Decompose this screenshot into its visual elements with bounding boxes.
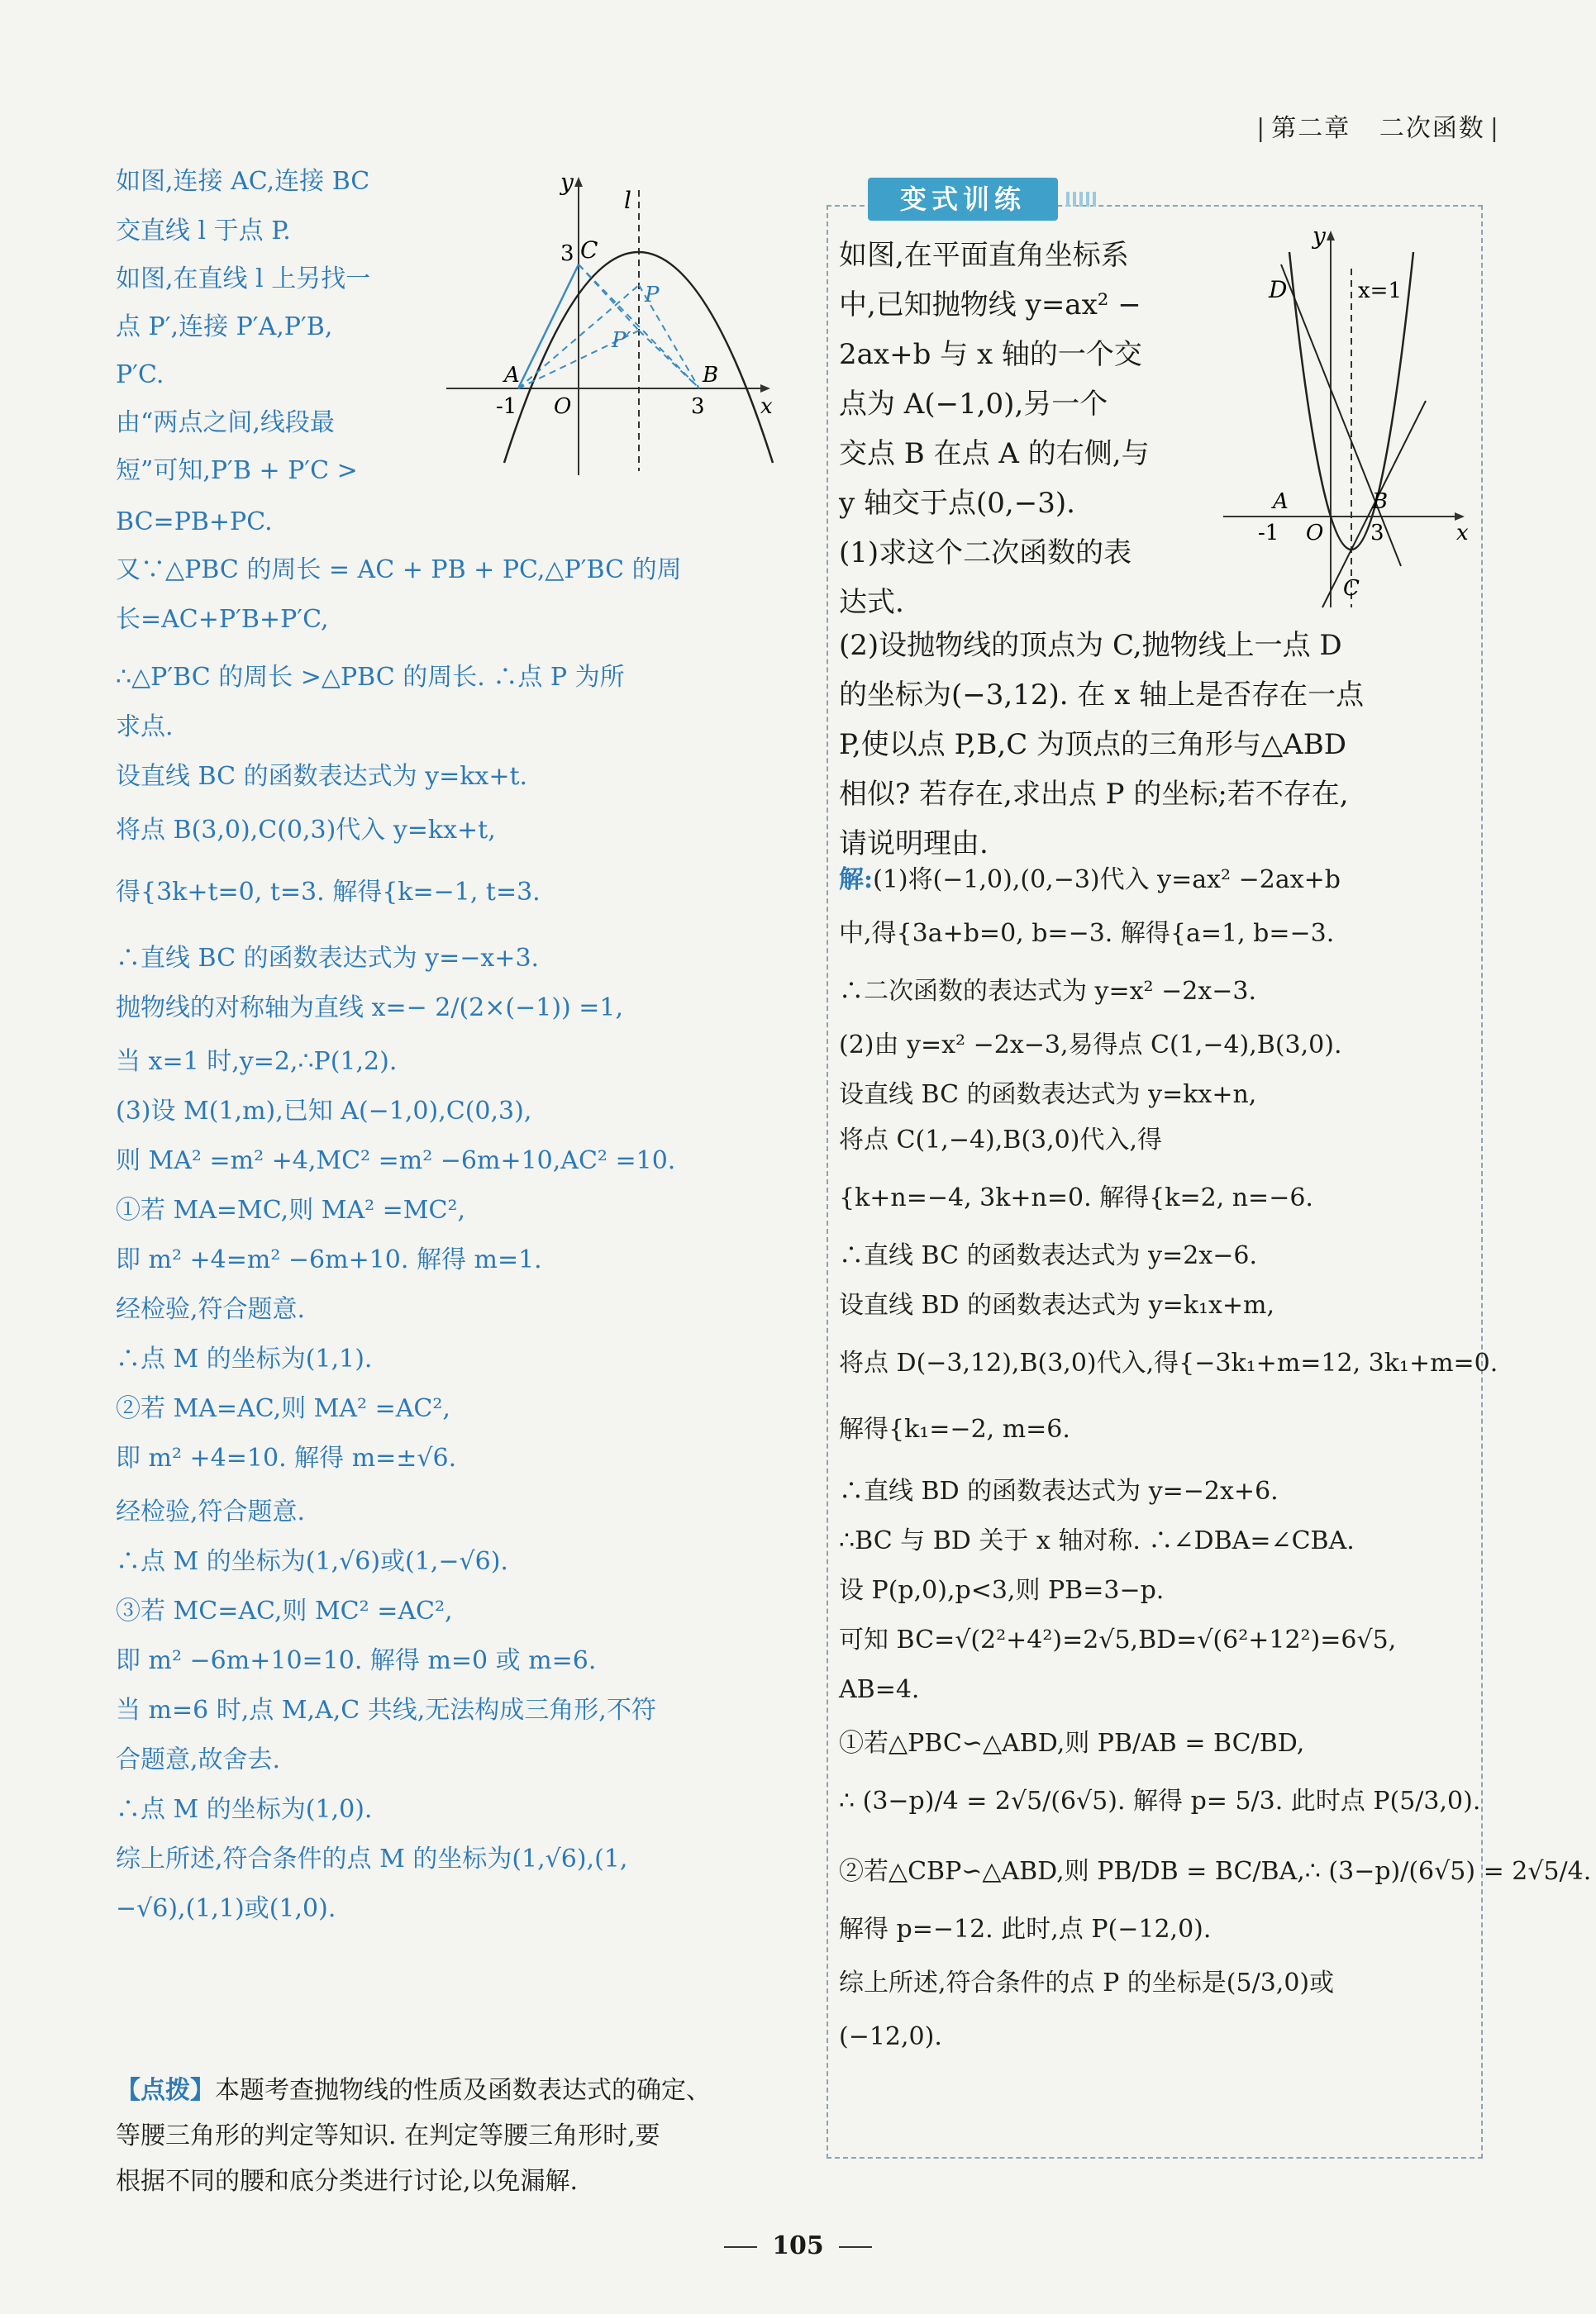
label-3: 3 <box>1370 521 1384 545</box>
left-line: 当 m=6 时,点 M,A,C 共线,无法构成三角形,不符 <box>116 1696 656 1725</box>
problem-line: 达式. <box>839 586 904 619</box>
left-line: −√6),(1,1)或(1,0). <box>116 1894 336 1923</box>
problem-line: 点为 A(−1,0),另一个 <box>839 388 1108 421</box>
problem-line: y 轴交于点(0,−3). <box>839 487 1075 520</box>
problem-line: P,使以点 P,B,C 为顶点的三角形与△ABD <box>839 728 1346 761</box>
note-tag: 【点拨】 <box>116 2076 215 2105</box>
left-line: 经检验,符合题意. <box>116 1497 306 1526</box>
solution-line: 设直线 BC 的函数表达式为 y=kx+n, <box>839 1080 1257 1109</box>
segment-p-prime-c <box>579 264 639 331</box>
left-line: BC=PB+PC. <box>116 507 273 536</box>
left-line: ∴点 M 的坐标为(1,0). <box>116 1795 373 1824</box>
left-line: ∴点 M 的坐标为(1,1). <box>116 1345 373 1374</box>
chapter-label: 第二章 <box>1271 114 1351 143</box>
segment-p-prime-b <box>639 331 699 388</box>
solution-line: 解:(1)将(−1,0),(0,−3)代入 y=ax² −2ax+b <box>839 865 1341 894</box>
left-line: 当 x=1 时,y=2,∴P(1,2). <box>116 1047 398 1076</box>
label-d: D <box>1269 276 1288 303</box>
label-c: C <box>580 236 598 264</box>
solution-line: ∴ (3−p)/4 = 2√5/(6√5). 解得 p= 5/3. 此时点 P(5/3,0). <box>839 1787 1481 1816</box>
solution-line: ∴直线 BD 的函数表达式为 y=−2x+6. <box>839 1477 1279 1506</box>
problem-line: (2)设抛物线的顶点为 C,抛物线上一点 D <box>839 629 1342 662</box>
solution-line: 将点 C(1,−4),B(3,0)代入,得 <box>839 1126 1162 1155</box>
label-p: P <box>645 283 660 307</box>
solution-line: 解得 p=−12. 此时,点 P(−12,0). <box>839 1915 1212 1944</box>
left-line: 则 MA² =m² +4,MC² =m² −6m+10,AC² =10. <box>116 1146 676 1175</box>
badge-decoration <box>1066 192 1099 207</box>
solution-line: 可知 BC=√(2²+4²)=2√5,BD=√(6²+12²)=6√5, <box>839 1626 1397 1655</box>
label-l: l <box>624 187 631 214</box>
problem-line: 如图,在平面直角坐标系 <box>839 239 1129 272</box>
left-line: 由“两点之间,线段最 <box>116 408 335 437</box>
left-line: 短”可知,P′B + P′C > <box>116 456 358 485</box>
solution-line: 中,得{3a+b=0, b=−3. 解得{a=1, b=−3. <box>839 919 1335 948</box>
label-y: y <box>560 169 574 196</box>
left-line: ∴△P′BC 的周长 >△PBC 的周长. ∴点 P 为所 <box>116 663 625 692</box>
label-y: y <box>1313 222 1326 250</box>
left-line: 将点 B(3,0),C(0,3)代入 y=kx+t, <box>116 816 496 845</box>
left-line: 点 P′,连接 P′A,P′B, <box>116 312 333 341</box>
left-line: 长=AC+P′B+P′C, <box>116 605 329 634</box>
left-line: P′C. <box>116 360 164 389</box>
label-b: B <box>703 363 719 388</box>
left-line: 抛物线的对称轴为直线 x=− 2/(2×(−1)) =1, <box>116 993 624 1022</box>
note-line-1: 【点拨】本题考查抛物线的性质及函数表达式的确定、 <box>116 2076 711 2105</box>
page-footer <box>0 2231 1596 2260</box>
variant-training-badge: 变式训练 <box>868 178 1058 221</box>
label-minus-1: -1 <box>496 394 517 419</box>
solution-line: 综上所述,符合条件的点 P 的坐标是(5/3,0)或 <box>839 1969 1335 1997</box>
label-x: x <box>760 394 773 419</box>
left-line: 又∵△PBC 的周长 = AC + PB + PC,△P′BC 的周 <box>116 555 682 584</box>
label-a: A <box>1273 489 1289 514</box>
page-number: 105 <box>772 2231 824 2260</box>
solution-line: ①若△PBC∽△ABD,则 PB/AB = BC/BD, <box>839 1729 1305 1758</box>
label-c: C <box>1343 576 1360 601</box>
solution-line: {k+n=−4, 3k+n=0. 解得{k=2, n=−6. <box>839 1183 1313 1212</box>
left-line: 即 m² +4=10. 解得 m=±√6. <box>116 1444 457 1473</box>
solution-line: ∴二次函数的表达式为 y=x² −2x−3. <box>839 977 1257 1006</box>
solution-line: 将点 D(−3,12),B(3,0)代入,得{−3k₁+m=12, 3k₁+m=0. <box>839 1349 1498 1378</box>
solution-line: (2)由 y=x² −2x−3,易得点 C(1,−4),B(3,0). <box>839 1031 1342 1059</box>
note-line-3: 根据不同的腰和底分类进行讨论,以免漏解. <box>116 2167 579 2196</box>
solution-line: AB=4. <box>839 1675 920 1704</box>
solution-label: 解: <box>839 865 874 894</box>
problem-line: 中,已知抛物线 y=ax² − <box>839 288 1141 321</box>
left-line: 即 m² −6m+10=10. 解得 m=0 或 m=6. <box>116 1646 597 1675</box>
problem-line: 相似? 若存在,求出点 P 的坐标;若不存在, <box>839 778 1349 811</box>
left-line: ③若 MC=AC,则 MC² =AC², <box>116 1597 453 1626</box>
problem-line: 请说明理由. <box>839 827 989 860</box>
y-axis-arrow <box>1327 231 1335 240</box>
chapter-title: 二次函数 <box>1379 114 1485 143</box>
left-line: 综上所述,符合条件的点 M 的坐标为(1,√6),(1, <box>116 1845 628 1874</box>
problem-line: 2ax+b 与 x 轴的一个交 <box>839 338 1142 371</box>
left-line: ∴直线 BC 的函数表达式为 y=−x+3. <box>116 944 540 973</box>
label-3-y: 3 <box>560 241 574 266</box>
x-axis-arrow <box>1455 512 1465 521</box>
solution-line: 设直线 BD 的函数表达式为 y=k₁x+m, <box>839 1291 1275 1320</box>
left-line: ②若 MA=AC,则 MA² =AC², <box>116 1394 450 1423</box>
label-o: O <box>1306 521 1324 545</box>
left-line: 即 m² +4=m² −6m+10. 解得 m=1. <box>116 1245 542 1274</box>
left-line: 合题意,故舍去. <box>116 1745 281 1774</box>
left-line: 交直线 l 于点 P. <box>116 217 291 245</box>
left-line: 如图,连接 AC,连接 BC <box>116 167 370 196</box>
problem-line: 交点 B 在点 A 的右侧,与 <box>839 437 1150 470</box>
solution-line: 解得{k₁=−2, m=6. <box>839 1415 1070 1444</box>
label-x: x <box>1456 521 1469 545</box>
page-header: | 第二章 二次函数 | <box>1256 114 1500 143</box>
left-line: (3)设 M(1,m),已知 A(−1,0),C(0,3), <box>116 1097 532 1126</box>
solution-line: ∴BC 与 BD 关于 x 轴对称. ∴∠DBA=∠CBA. <box>839 1526 1355 1555</box>
y-axis-arrow <box>574 177 583 187</box>
left-line: 设直线 BC 的函数表达式为 y=kx+t. <box>116 762 528 791</box>
label-minus-1: -1 <box>1258 521 1279 545</box>
solution-line: (−12,0). <box>839 2022 942 2051</box>
solution-line: ②若△CBP∽△ABD,则 PB/DB = BC/BA,∴ (3−p)/(6√5) = 2√5/4. <box>839 1857 1592 1886</box>
left-line: 得{3k+t=0, t=3. 解得{k=−1, t=3. <box>116 878 541 907</box>
right-parabola-figure <box>1223 219 1471 616</box>
solution-line: 设 P(p,0),p<3,则 PB=3−p. <box>839 1576 1165 1605</box>
segment-ac <box>518 264 579 388</box>
label-x-eq-1: x=1 <box>1358 279 1402 303</box>
x-axis-arrow <box>760 384 770 393</box>
left-line: ∴点 M 的坐标为(1,√6)或(1,−√6). <box>116 1547 508 1576</box>
problem-line: 的坐标为(−3,12). 在 x 轴上是否存在一点 <box>839 678 1365 712</box>
solution-line: ∴直线 BC 的函数表达式为 y=2x−6. <box>839 1241 1258 1270</box>
label-b: B <box>1372 489 1389 514</box>
left-line: ①若 MA=MC,则 MA² =MC², <box>116 1196 466 1225</box>
left-line: 如图,在直线 l 上另找一 <box>116 264 371 293</box>
label-p-prime: P′ <box>612 328 631 353</box>
note-line-2: 等腰三角形的判定等知识. 在判定等腰三角形时,要 <box>116 2121 660 2150</box>
label-o: O <box>554 394 572 419</box>
problem-line: (1)求这个二次函数的表 <box>839 536 1132 569</box>
label-3-x: 3 <box>691 394 705 419</box>
left-parabola-figure <box>446 165 777 479</box>
label-a: A <box>504 363 520 388</box>
left-line: 求点. <box>116 712 174 741</box>
left-line: 经检验,符合题意. <box>116 1295 306 1324</box>
